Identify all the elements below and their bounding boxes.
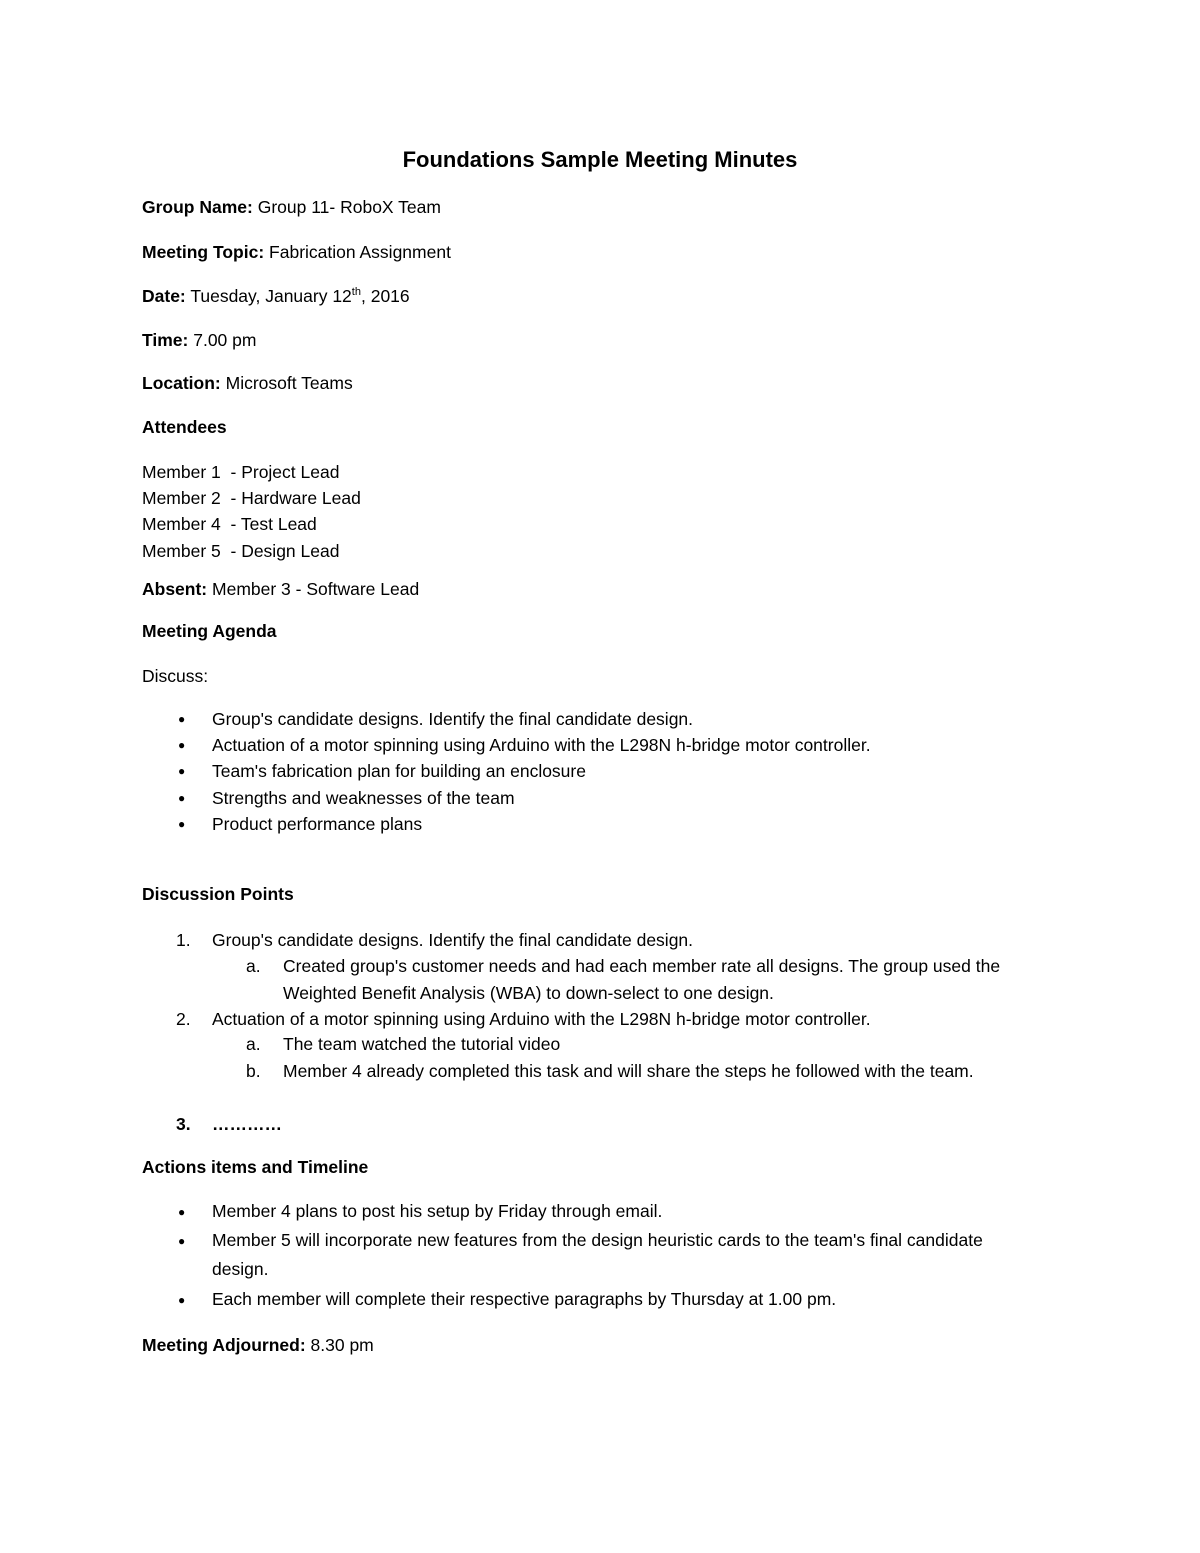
agenda-intro: Discuss:	[142, 666, 209, 686]
date-value-suffix: th	[351, 286, 361, 299]
attendee-item: Member 1 - Project Lead	[142, 462, 340, 482]
meeting-topic-label: Meeting Topic:	[142, 242, 265, 262]
meeting-topic-value: Fabrication Assignment	[269, 242, 451, 262]
agenda-item: Product performance plans	[212, 814, 423, 834]
time-label: Time:	[142, 330, 189, 350]
bullet-icon: ●	[178, 1293, 186, 1307]
discussion-point: Group's candidate designs. Identify the final candidate design.	[212, 930, 694, 950]
discussion-sub-point: Created group's customer needs and had each member rate all designs. The group used the Weighted Benefit Analysis (WBA) to down-select to one design.	[283, 956, 1001, 1003]
agenda-item: Group's candidate designs. Identify the final candidate design.	[212, 709, 694, 729]
actions-heading: Actions items and Timeline	[142, 1157, 369, 1177]
agenda-item: Team's fabrication plan for building an enclosure	[212, 761, 586, 781]
attendee-item: Member 5 - Design Lead	[142, 541, 340, 561]
discussion-number: 1.	[176, 930, 191, 950]
discussion-sub-label: a.	[246, 1034, 261, 1054]
bullet-icon: ●	[178, 764, 186, 778]
document-title: Foundations Sample Meeting Minutes	[402, 147, 798, 172]
bullet-icon: ●	[178, 791, 186, 805]
absent-line	[142, 576, 419, 602]
agenda-item: Actuation of a motor spinning using Arduino with the L298N h-bridge motor controller.	[212, 735, 871, 755]
discussion-sub-label: b.	[246, 1061, 261, 1081]
bullet-icon: ●	[178, 1205, 186, 1219]
group-name-line	[142, 194, 441, 220]
bullet-icon: ●	[178, 817, 186, 831]
date-value-year: , 2016	[360, 286, 410, 306]
discussion-number: 3.	[176, 1114, 191, 1134]
bullet-icon: ●	[178, 1234, 186, 1248]
date-line	[142, 283, 410, 309]
discussion-heading: Discussion Points	[142, 884, 294, 904]
adjourned-line	[142, 1332, 374, 1358]
attendee-item: Member 2 - Hardware Lead	[142, 488, 361, 508]
action-item: Member 4 plans to post his setup by Friday through email.	[212, 1201, 663, 1221]
date-value	[190, 286, 409, 306]
agenda-item: Strengths and weaknesses of the team	[212, 788, 515, 808]
time-line	[142, 327, 256, 353]
location-value: Microsoft Teams	[225, 373, 353, 393]
attendee-item: Member 4 - Test Lead	[142, 514, 317, 534]
adjourned-label: Meeting Adjourned:	[142, 1335, 306, 1355]
absent-label: Absent:	[142, 579, 208, 599]
agenda-heading: Meeting Agenda	[142, 621, 277, 641]
bullet-icon: ●	[178, 738, 186, 752]
discussion-point: …………	[212, 1114, 282, 1134]
attendees-heading: Attendees	[142, 417, 227, 437]
absent-value: Member 3 - Software Lead	[212, 579, 420, 599]
bullet-icon: ●	[178, 712, 186, 726]
date-label: Date:	[142, 286, 186, 306]
discussion-sub-point: Member 4 already completed this task and will share the steps he followed with the team.	[283, 1061, 974, 1081]
discussion-sub-point: The team watched the tutorial video	[283, 1034, 561, 1054]
discussion-sub-label: a.	[246, 956, 261, 976]
group-name-label: Group Name:	[142, 197, 253, 217]
action-item: Each member will complete their respective paragraphs by Thursday at 1.00 pm.	[212, 1289, 837, 1309]
meeting-topic-line	[142, 239, 451, 265]
date-value-main: Tuesday, January 12	[190, 286, 352, 306]
adjourned-value: 8.30 pm	[310, 1335, 374, 1355]
time-value: 7.00 pm	[193, 330, 257, 350]
discussion-point: Actuation of a motor spinning using Arduino with the L298N h-bridge motor controller.	[212, 1009, 871, 1029]
discussion-number: 2.	[176, 1009, 191, 1029]
action-item: Member 5 will incorporate new features from the design heuristic cards to the team's final candidate design.	[212, 1230, 983, 1279]
location-label: Location:	[142, 373, 221, 393]
group-name-value: Group 11- RoboX Team	[257, 197, 441, 217]
location-line	[142, 370, 353, 396]
